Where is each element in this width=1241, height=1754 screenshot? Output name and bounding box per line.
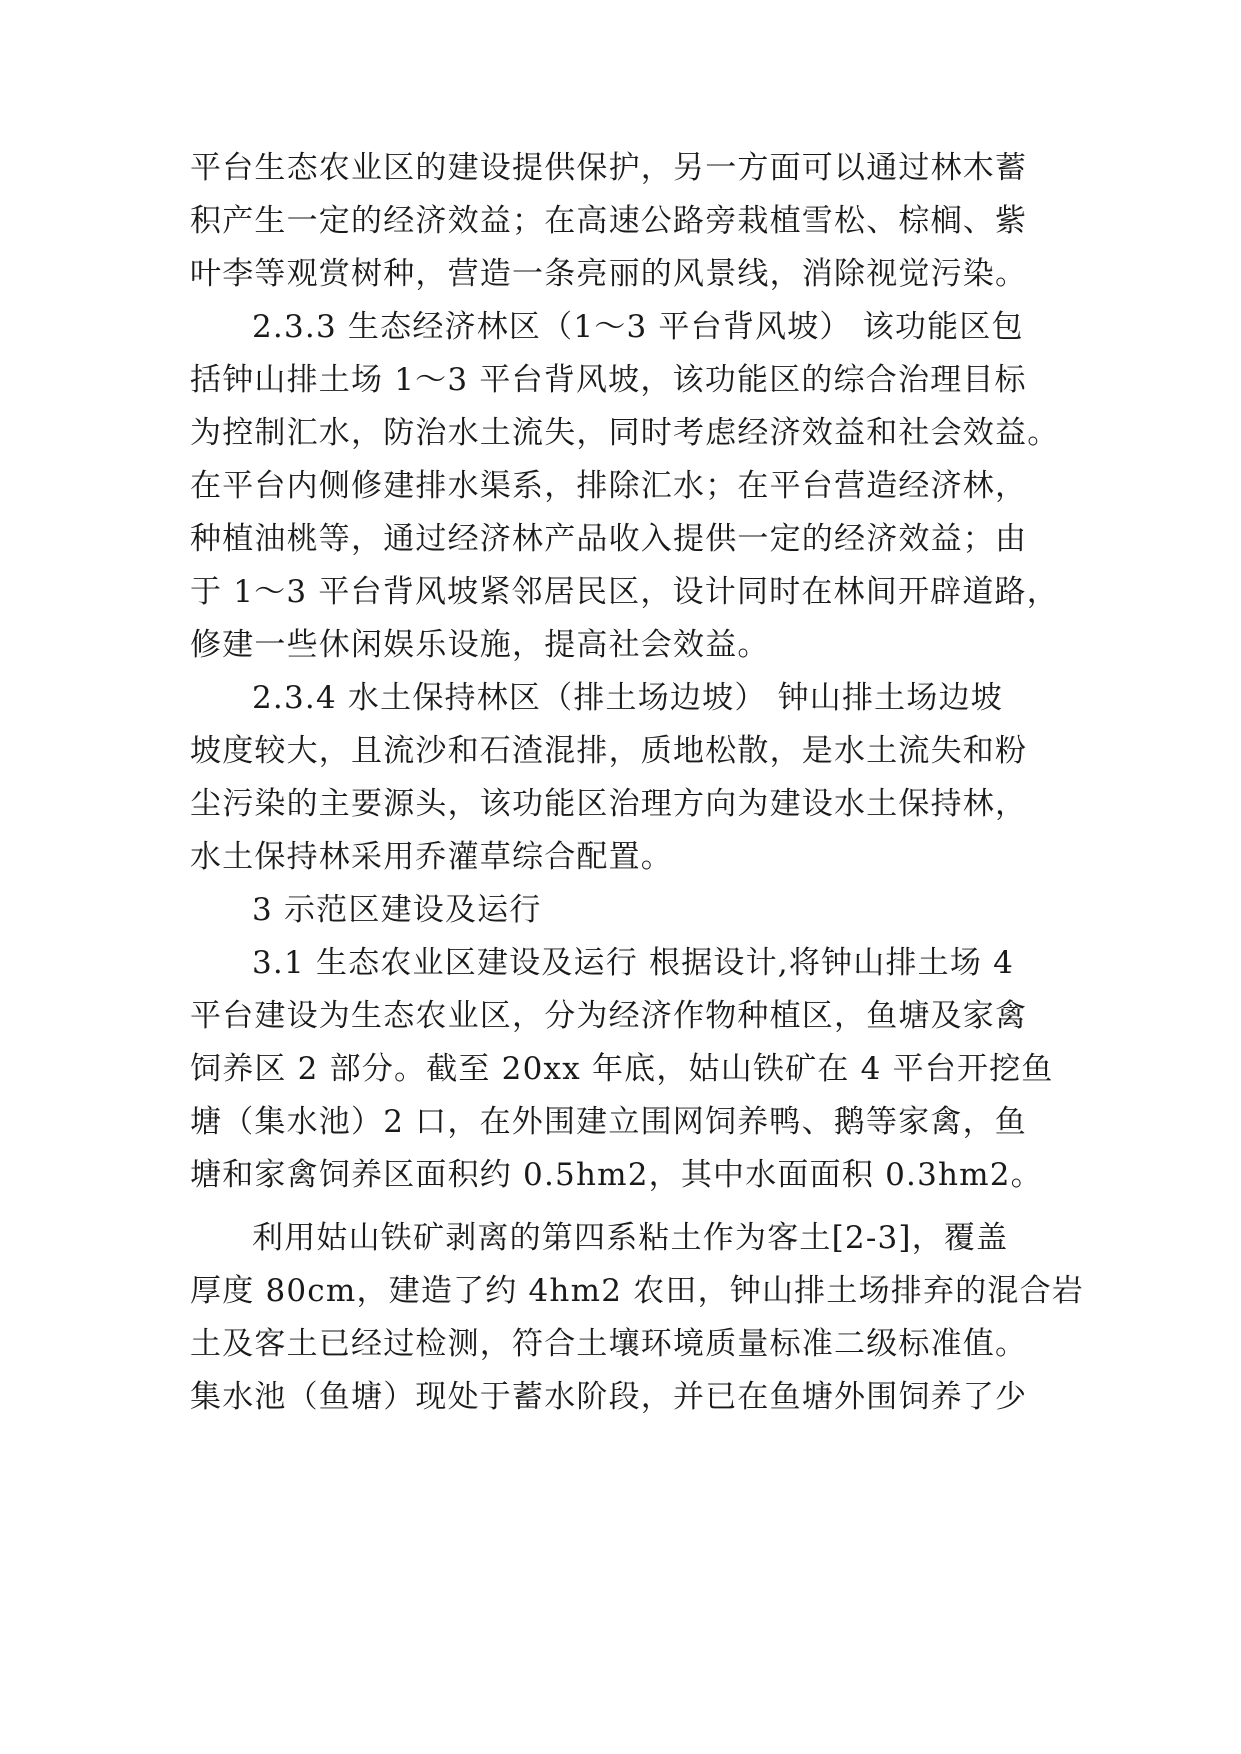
text-line: 平台生态农业区的建设提供保护，另一方面可以通过林木蓄: [190, 150, 1028, 186]
section-heading-2-3-3: 2.3.3 生态经济林区（1～3 平台背风坡） 该功能区包: [252, 309, 1024, 345]
text-line: 塘（集水池）2 口，在外围建立围网饲养鸭、鹅等家禽，鱼: [190, 1104, 1027, 1140]
text-line: 平台建设为生态农业区，分为经济作物种植区，鱼塘及家禽: [190, 998, 1028, 1034]
text-line: 叶李等观赏树种，营造一条亮丽的风景线，消除视觉污染。: [190, 256, 1028, 292]
text-line: 种植油桃等，通过经济林产品收入提供一定的经济效益；由: [190, 521, 1028, 557]
text-line: 在平台内侧修建排水渠系，排除汇水；在平台营造经济林，: [190, 468, 1028, 504]
section-heading-2-3-4: 2.3.4 水土保持林区（排土场边坡） 钟山排土场边坡: [252, 680, 1003, 716]
text-line: 积产生一定的经济效益；在高速公路旁栽植雪松、棕榈、紫: [190, 203, 1028, 239]
text-line: 为控制汇水，防治水土流失，同时考虑经济效益和社会效益。: [190, 415, 1060, 451]
paragraph-start: 利用姑山铁矿剥离的第四系粘土作为客土[2-3]，覆盖: [252, 1220, 1009, 1256]
text-line: 于 1～3 平台背风坡紧邻居民区，设计同时在林间开辟道路，: [190, 574, 1059, 610]
text-line: 水土保持林采用乔灌草综合配置。: [190, 839, 673, 875]
text-line: 集水池（鱼塘）现处于蓄水阶段，并已在鱼塘外围饲养了少: [190, 1379, 1028, 1415]
text-line: 坡度较大，且流沙和石渣混排，质地松散，是水土流失和粉: [190, 733, 1028, 769]
text-line: 土及客土已经过检测，符合土壤环境质量标准二级标准值。: [190, 1326, 1028, 1362]
text-line: 尘污染的主要源头，该功能区治理方向为建设水土保持林，: [190, 786, 1028, 822]
text-line: 塘和家禽饲养区面积约 0.5hm2，其中水面面积 0.3hm2。: [190, 1157, 1043, 1193]
section-heading-3: 3 示范区建设及运行: [252, 892, 542, 928]
text-line: 厚度 80cm，建造了约 4hm2 农田，钟山排土场排弃的混合岩: [190, 1273, 1084, 1309]
text-line: 修建一些休闲娱乐设施，提高社会效益。: [190, 627, 770, 663]
section-heading-3-1: 3.1 生态农业区建设及运行 根据设计,将钟山排土场 4: [252, 945, 1015, 981]
text-line: 括钟山排土场 1～3 平台背风坡，该功能区的综合治理目标: [190, 362, 1027, 398]
text-line: 饲养区 2 部分。截至 20xx 年底，姑山铁矿在 4 平台开挖鱼: [190, 1051, 1054, 1087]
